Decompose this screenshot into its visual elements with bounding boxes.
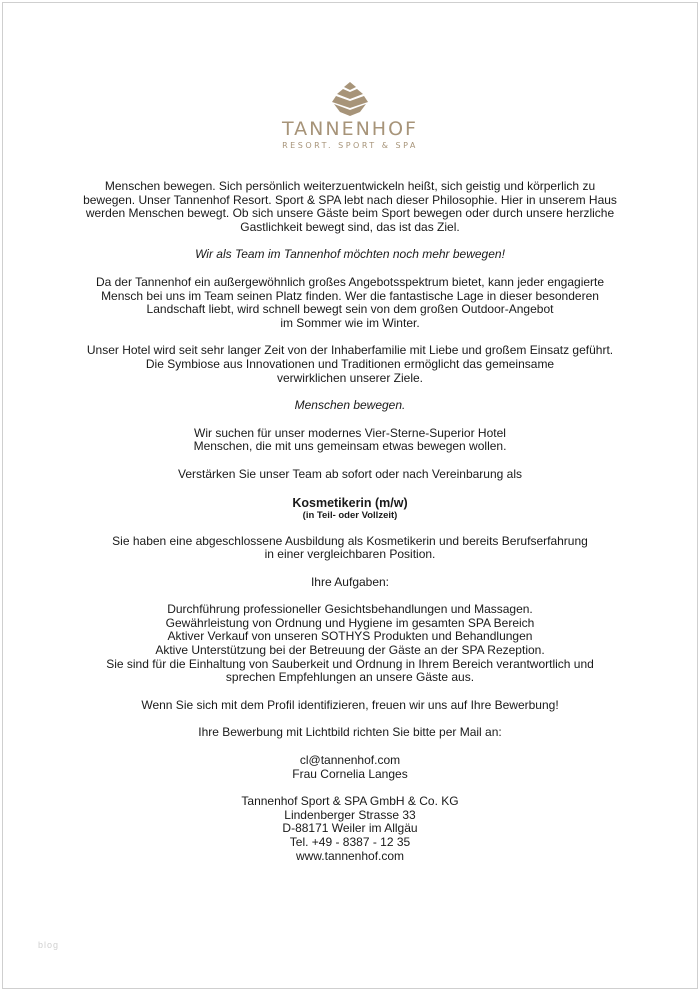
requirements-paragraph: Sie haben eine abgeschlossene Ausbildung als Kosmetikerin und bereits Berufserfahrung in einer vergleichbaren Position. xyxy=(112,533,588,562)
list-item: Gewährleistung von Ordnung und Hygiene im gesamten SPA Bereich xyxy=(165,615,535,630)
list-item: Durchführung professioneller Gesichtsbehandlungen und Massagen. xyxy=(167,602,533,617)
pinecone-icon xyxy=(330,82,370,116)
offer-paragraph: Da der Tannenhof ein außergewöhnlich großes Angebotsspektrum bietet, kann jeder engagierte Mensch bei uns im Team seinen Platz finden. Wer die fantastische Lage in dieser besonderen Landschaft liebt, wird schnell bewegt sein von dem großen Outdoor-Angebot im Sommer wie im Winter. xyxy=(95,274,605,330)
brand-tagline: RESORT. SPORT & SPA xyxy=(282,141,418,150)
search-paragraph: Wir suchen für unser modernes Vier-Sterne-Superior Hotel Menschen, die mit uns gemeinsam etwas bewegen wollen. xyxy=(193,425,507,454)
city: D-88171 Weiler im Allgäu xyxy=(282,821,418,836)
tasks-heading: Ihre Aufgaben: xyxy=(310,574,390,589)
intro-paragraph: Menschen bewegen. Sich persönlich weiterzuentwickeln heißt, sich geistig und körperlich zu bewegen. Unser Tannenhof Resort. Sport & SPA lebt nach dieser Philosophie. Hier in unserem Haus werden Menschen bewegt. Ob sich unsere Gäste beim Sport bewegen oder durch unsere herzliche Gastlichkeit bewegt sind, das ist das Ziel. xyxy=(83,179,617,234)
street: Lindenberger Strasse 33 xyxy=(284,807,416,822)
apply-instruction: Ihre Bewerbung mit Lichtbild richten Sie bitte per Mail an: xyxy=(198,725,502,740)
job-title: Kosmetikerin (m/w) xyxy=(292,495,408,510)
contact-block xyxy=(70,754,630,781)
job-subtitle: (in Teil- oder Vollzeit) xyxy=(302,509,398,521)
family-paragraph: Unser Hotel wird seit sehr langer Zeit von der Inhaberfamilie mit Liebe und großem Einsatz geführt. Die Symbiose aus Innovationen und Traditionen ermöglicht das gemeinsame verwirklichen unserer Ziele. xyxy=(86,343,614,385)
job-ad-body xyxy=(70,180,630,877)
contact-email[interactable]: cl@tannenhof.com xyxy=(299,753,401,768)
team-slogan: Wir als Team im Tannenhof möchten noch mehr bewegen! xyxy=(195,247,505,262)
website-link[interactable]: www.tannenhof.com xyxy=(295,848,405,863)
company-name: Tannenhof Sport & SPA GmbH & Co. KG xyxy=(241,794,459,809)
closing-line: Wenn Sie sich mit dem Profil identifizieren, freuen wir uns auf Ihre Bewerbung! xyxy=(141,697,559,712)
phone: Tel. +49 - 8387 - 12 35 xyxy=(289,835,411,849)
watermark: blog xyxy=(38,940,60,950)
reinforce-line: Verstärken Sie unser Team ab sofort oder nach Vereinbarung als xyxy=(178,466,522,481)
tasks-list xyxy=(70,603,630,685)
contact-person: Frau Cornelia Langes xyxy=(292,766,408,781)
brand-name: TANNENHOF xyxy=(282,118,418,140)
list-item: Sie sind für die Einhaltung von Sauberkeit und Ordnung in Ihrem Bereich verantwortlich und xyxy=(106,656,594,671)
list-item: Aktiver Verkauf von unseren SOTHYS Produkten und Behandlungen xyxy=(167,629,533,644)
motto: Menschen bewegen. xyxy=(294,398,406,413)
address-block xyxy=(70,795,630,863)
list-item: sprechen Empfehlungen an unsere Gäste aus. xyxy=(225,670,475,685)
logo xyxy=(0,82,700,150)
list-item: Aktive Unterstützung bei der Betreuung der Gäste an der SPA Rezeption. xyxy=(155,643,545,658)
job-heading xyxy=(70,496,630,521)
